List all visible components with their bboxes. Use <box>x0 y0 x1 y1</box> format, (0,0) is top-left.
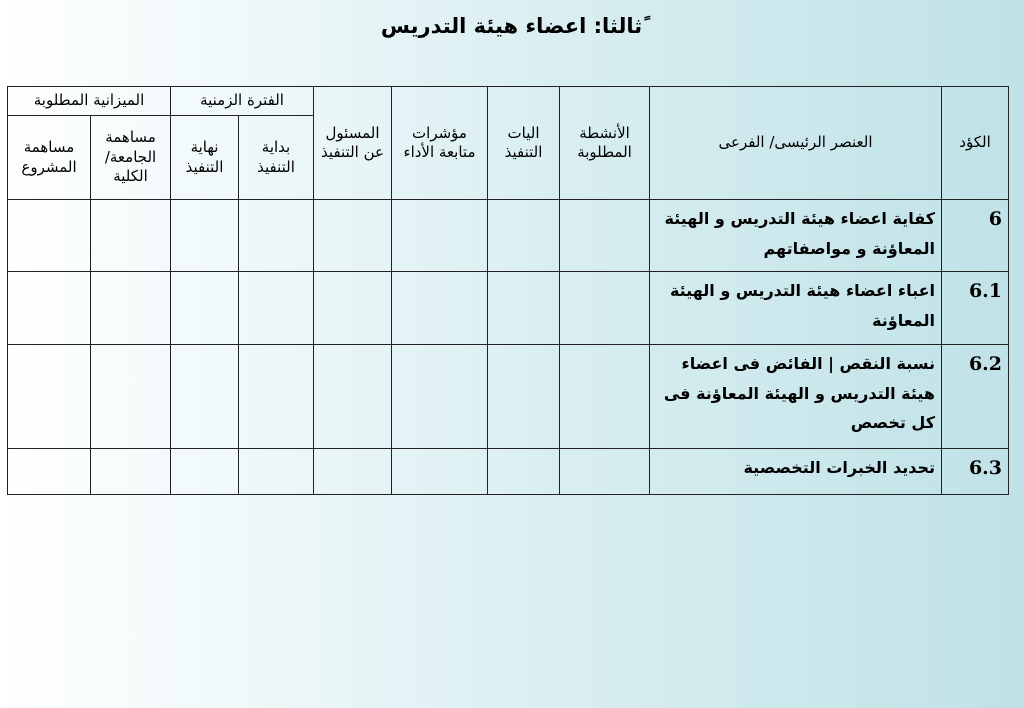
plan-table <box>7 86 1009 495</box>
empty-cell <box>8 272 91 345</box>
empty-cell <box>488 449 560 495</box>
empty-cell <box>488 272 560 345</box>
empty-cell <box>239 200 314 272</box>
row-code: 6.3 <box>942 449 1009 495</box>
empty-cell <box>8 449 91 495</box>
empty-cell <box>239 345 314 449</box>
empty-cell <box>8 345 91 449</box>
empty-cell <box>560 449 650 495</box>
empty-cell <box>239 449 314 495</box>
empty-cell <box>8 200 91 272</box>
empty-cell <box>314 272 392 345</box>
header-responsible: المسئول عن التنفيذ <box>314 87 392 200</box>
row-element: اعباء اعضاء هيئة التدريس و الهيئة المعاؤنة <box>650 272 942 345</box>
empty-cell <box>91 345 171 449</box>
table-row <box>8 200 1009 272</box>
empty-cell <box>560 272 650 345</box>
empty-cell <box>91 200 171 272</box>
empty-cell <box>171 272 239 345</box>
empty-cell <box>91 272 171 345</box>
header-end: نهاية التنفيذ <box>171 116 239 200</box>
empty-cell <box>392 345 488 449</box>
row-element: نسبة النقص | الفائض فى اعضاء هيئة التدريس و الهيئة المعاؤنة فى كل تخصص <box>650 345 942 449</box>
header-mechanisms: اليات التنفيذ <box>488 87 560 200</box>
header-project-contribution: مساهمة المشروع <box>8 116 91 200</box>
empty-cell <box>392 200 488 272</box>
empty-cell <box>314 449 392 495</box>
empty-cell <box>560 200 650 272</box>
row-element: تحديد الخبرات التخصصية <box>650 449 942 495</box>
empty-cell <box>91 449 171 495</box>
header-activities: الأنشطة المطلوبة <box>560 87 650 200</box>
empty-cell <box>488 200 560 272</box>
empty-cell <box>392 449 488 495</box>
header-start: بداية التنفيذ <box>239 116 314 200</box>
row-code: 6 <box>942 200 1009 272</box>
page-title: ًثالثا: اعضاء هيئة التدريس <box>380 14 643 38</box>
row-code: 6.2 <box>942 345 1009 449</box>
empty-cell <box>488 345 560 449</box>
table-row <box>8 345 1009 449</box>
table-row <box>8 272 1009 345</box>
empty-cell <box>239 272 314 345</box>
empty-cell <box>171 345 239 449</box>
header-budget: الميزانية المطلوبة <box>8 87 171 116</box>
empty-cell <box>171 449 239 495</box>
row-element: كفاية اعضاء هيئة التدريس و الهيئة المعاؤنة و مواصفاتهم <box>650 200 942 272</box>
header-code: الكؤد <box>942 87 1009 200</box>
empty-cell <box>314 345 392 449</box>
empty-cell <box>171 200 239 272</box>
header-university-contribution: مساهمة الجامعة/ الكلية <box>91 116 171 200</box>
table-row <box>8 449 1009 495</box>
row-code: 6.1 <box>942 272 1009 345</box>
empty-cell <box>314 200 392 272</box>
header-indicators: مؤشرات متابعة الأداء <box>392 87 488 200</box>
header-element: العنصر الرئيسى/ الفرعى <box>650 87 942 200</box>
empty-cell <box>392 272 488 345</box>
header-time-period: الفترة الزمنية <box>171 87 314 116</box>
empty-cell <box>560 345 650 449</box>
